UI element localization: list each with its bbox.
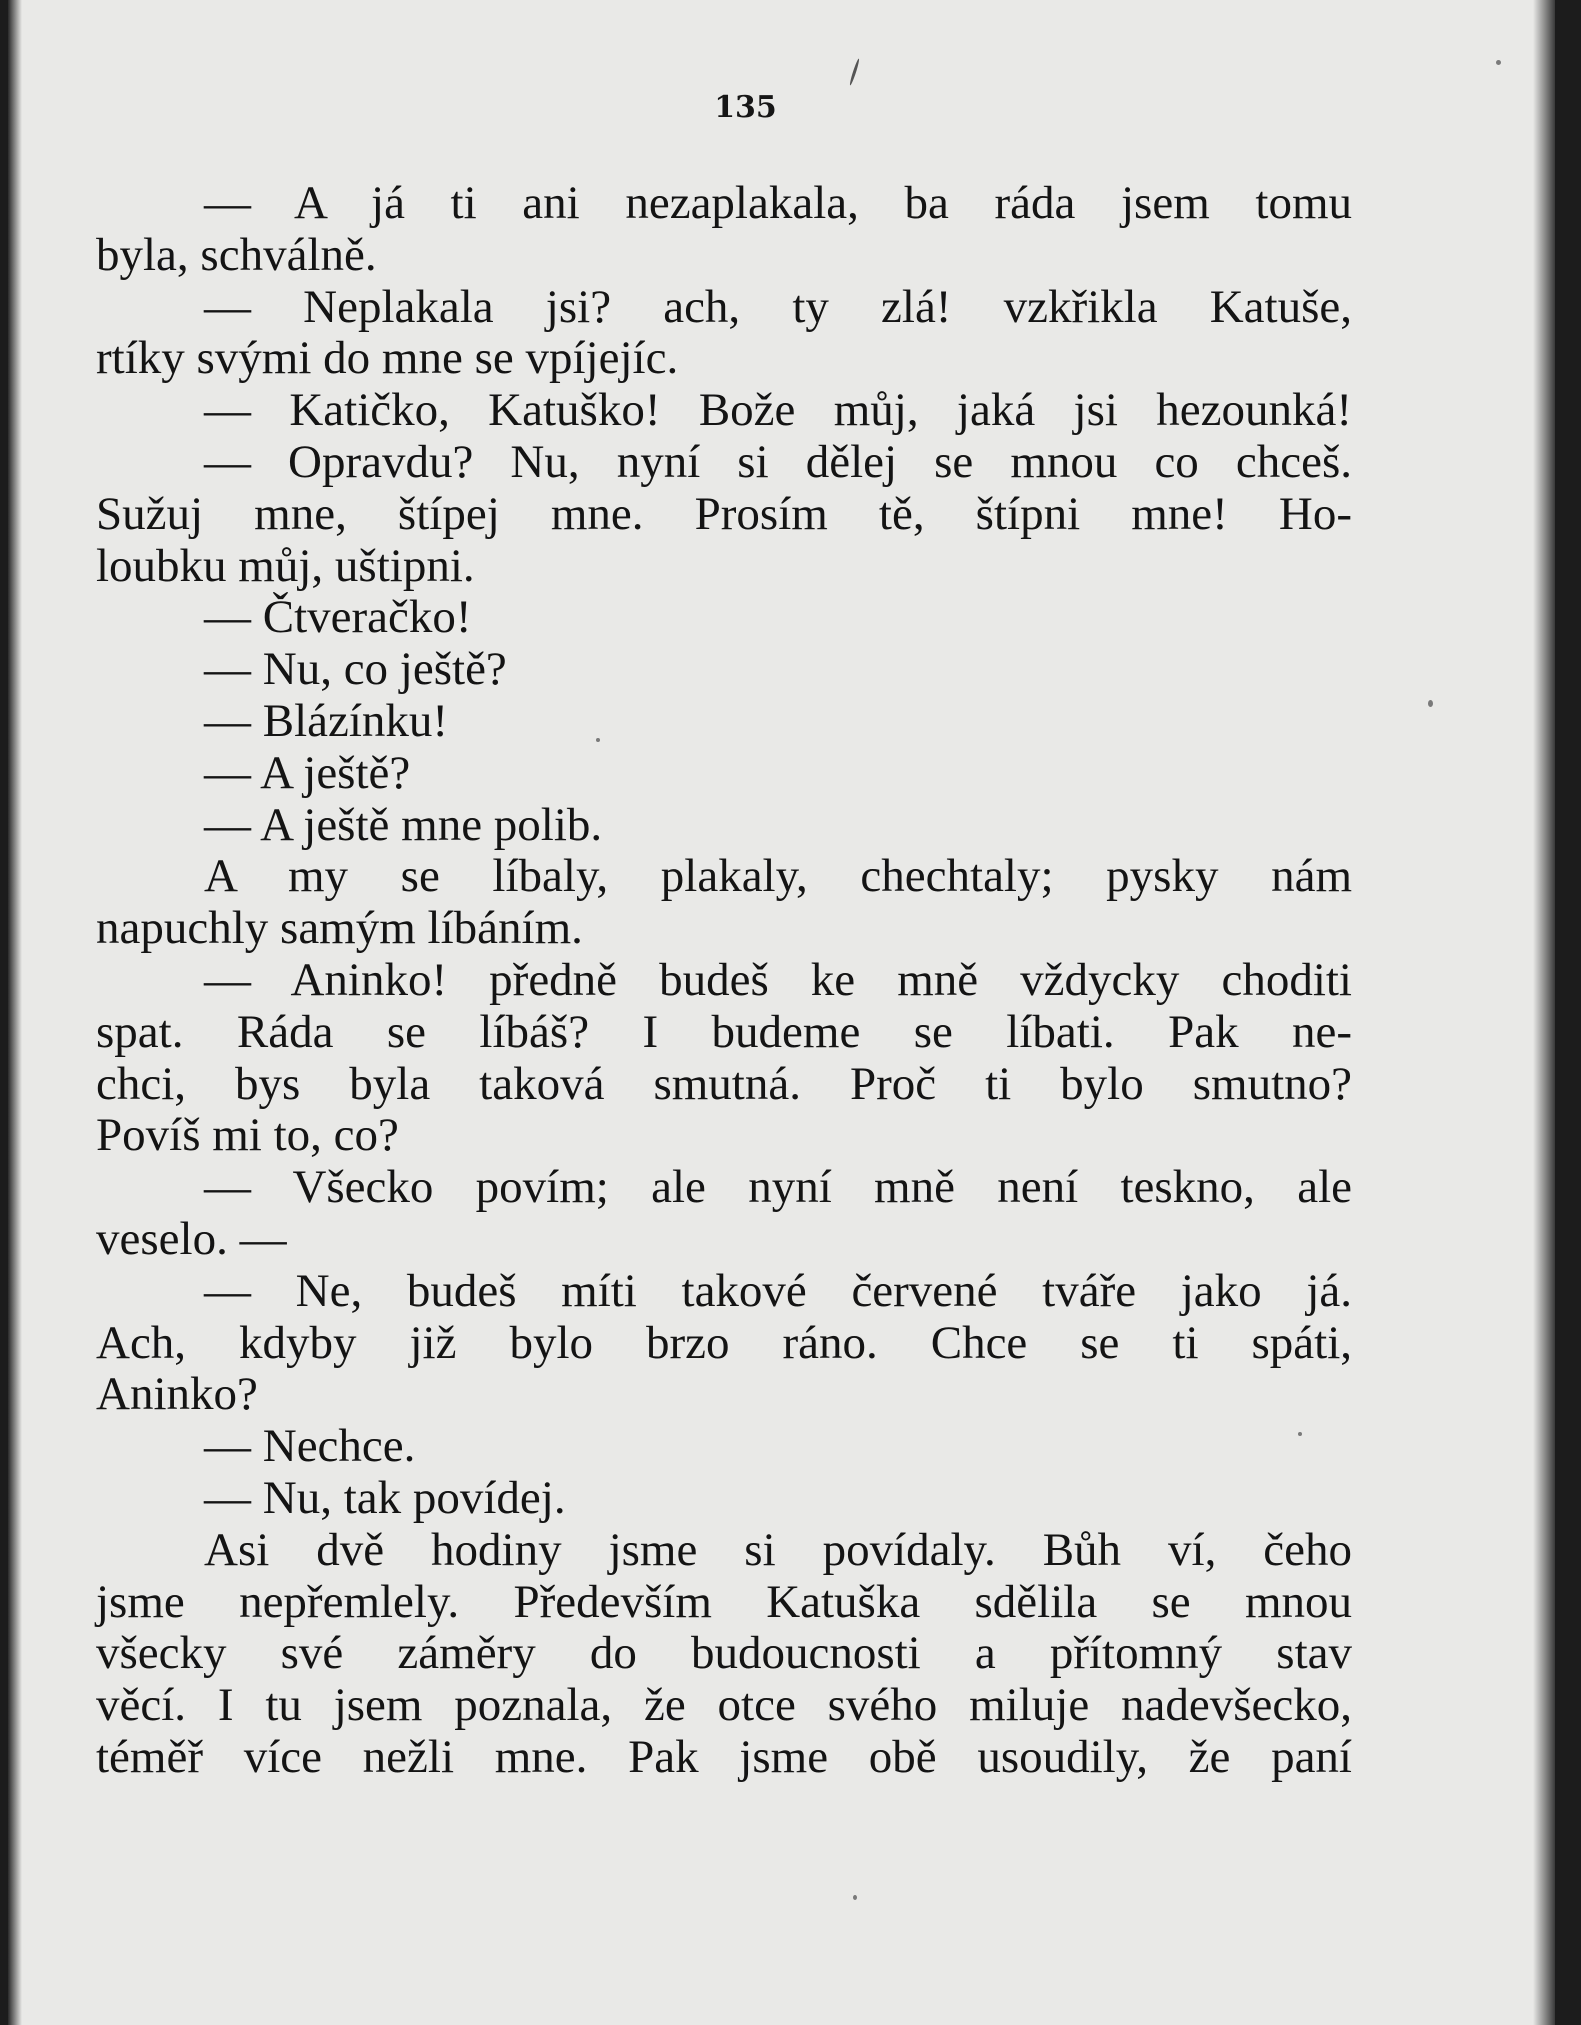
text-line: Aninko? (96, 1368, 258, 1421)
text-line: — A ještě? (204, 746, 411, 799)
text-line: napuchly samým líbáním. (96, 902, 583, 955)
page-right-edge (1533, 0, 1555, 2025)
page-text (96, 178, 1352, 1784)
text-line: jsme nepřemlely. Především Katuška sdělila se mnou (96, 1575, 1352, 1628)
text-line: — Ne, budeš míti takové červené tváře jako já. (204, 1264, 1352, 1317)
text-line: A my se líbaly, plakaly, chechtaly; pysky nám (204, 850, 1352, 903)
page-left-edge (8, 0, 22, 2025)
text-line: — Nu, co ještě? (204, 643, 507, 696)
text-line: Ach, kdyby již bylo brzo ráno. Chce se ti spáti, (96, 1316, 1352, 1369)
text-line: — Nechce. (204, 1420, 416, 1473)
text-line: chci, bys byla taková smutná. Proč ti bylo smutno? (96, 1057, 1352, 1110)
text-line: Asi dvě hodiny jsme si povídaly. Bůh ví, čeho (204, 1523, 1352, 1576)
text-line: byla, schválně. (96, 228, 377, 281)
speck (1428, 700, 1433, 707)
text-line: — Aninko! předně budeš ke mně vždycky choditi (204, 953, 1352, 1006)
text-line: téměř více nežli mne. Pak jsme obě usoudily, že paní (96, 1730, 1352, 1783)
page-number: 135 (714, 90, 777, 125)
ink-mark (849, 58, 861, 86)
text-line: — A ještě mne polib. (204, 798, 603, 851)
speck (1496, 60, 1501, 65)
text-line: — Opravdu? Nu, nyní si dělej se mnou co chceš. (204, 435, 1352, 488)
text-line: — A já ti ani nezaplakala, ba ráda jsem tomu (204, 177, 1352, 229)
text-line: — Čtveračko! (204, 591, 472, 644)
text-line: Sužuj mne, štípej mne. Prosím tě, štípni mne! Ho- (96, 487, 1352, 540)
speck (853, 1895, 857, 1900)
text-line: spat. Ráda se líbáš? I budeme se líbati. Pak ne- (96, 1005, 1352, 1058)
text-line: rtíky svými do mne se vpíjejíc. (96, 332, 679, 385)
text-line: všecky své záměry do budoucnosti a přítomný stav (96, 1627, 1352, 1680)
text-line: — Katičko, Katuško! Bože můj, jaká jsi hezounká! (204, 384, 1352, 437)
text-line: Povíš mi to, co? (96, 1109, 399, 1162)
text-line: veselo. — (96, 1212, 287, 1265)
text-line: loubku můj, uštipni. (96, 539, 475, 592)
text-line: — Nu, tak povídej. (204, 1471, 566, 1524)
text-line: — Neplakala jsi? ach, ty zlá! vzkřikla Katuše, (204, 280, 1352, 333)
text-line: — Blázínku! (204, 694, 449, 747)
book-page (8, 0, 1555, 2025)
text-line: věcí. I tu jsem poznala, že otce svého miluje nadevšecko, (96, 1679, 1352, 1732)
text-line: — Všecko povím; ale nyní mně není teskno, ale (204, 1161, 1352, 1214)
